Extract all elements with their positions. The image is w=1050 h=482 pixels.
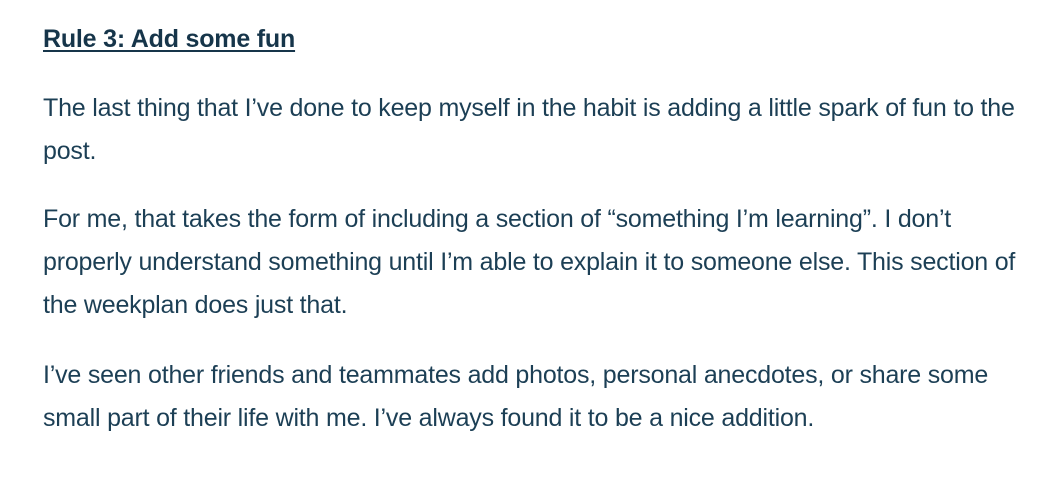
article-section xyxy=(43,20,1018,440)
paragraph-habit-fun: The last thing that I’ve done to keep myself in the habit is adding a little spark of fun to the post. xyxy=(43,94,1015,165)
paragraph-something-learning: For me, that takes the form of including a section of “something I’m learning”. I don’t properly understand something until I’m able to explain it to someone else. This section of the weekplan does just that. xyxy=(43,205,1016,319)
section-heading[interactable] xyxy=(43,20,1018,58)
section-heading-link[interactable]: Rule 3: Add some fun xyxy=(43,25,296,53)
paragraph-friends-teammates: I’ve seen other friends and teammates add photos, personal anecdotes, or share some small part of their life with me. I’ve always found it to be a nice addition. xyxy=(43,361,989,432)
